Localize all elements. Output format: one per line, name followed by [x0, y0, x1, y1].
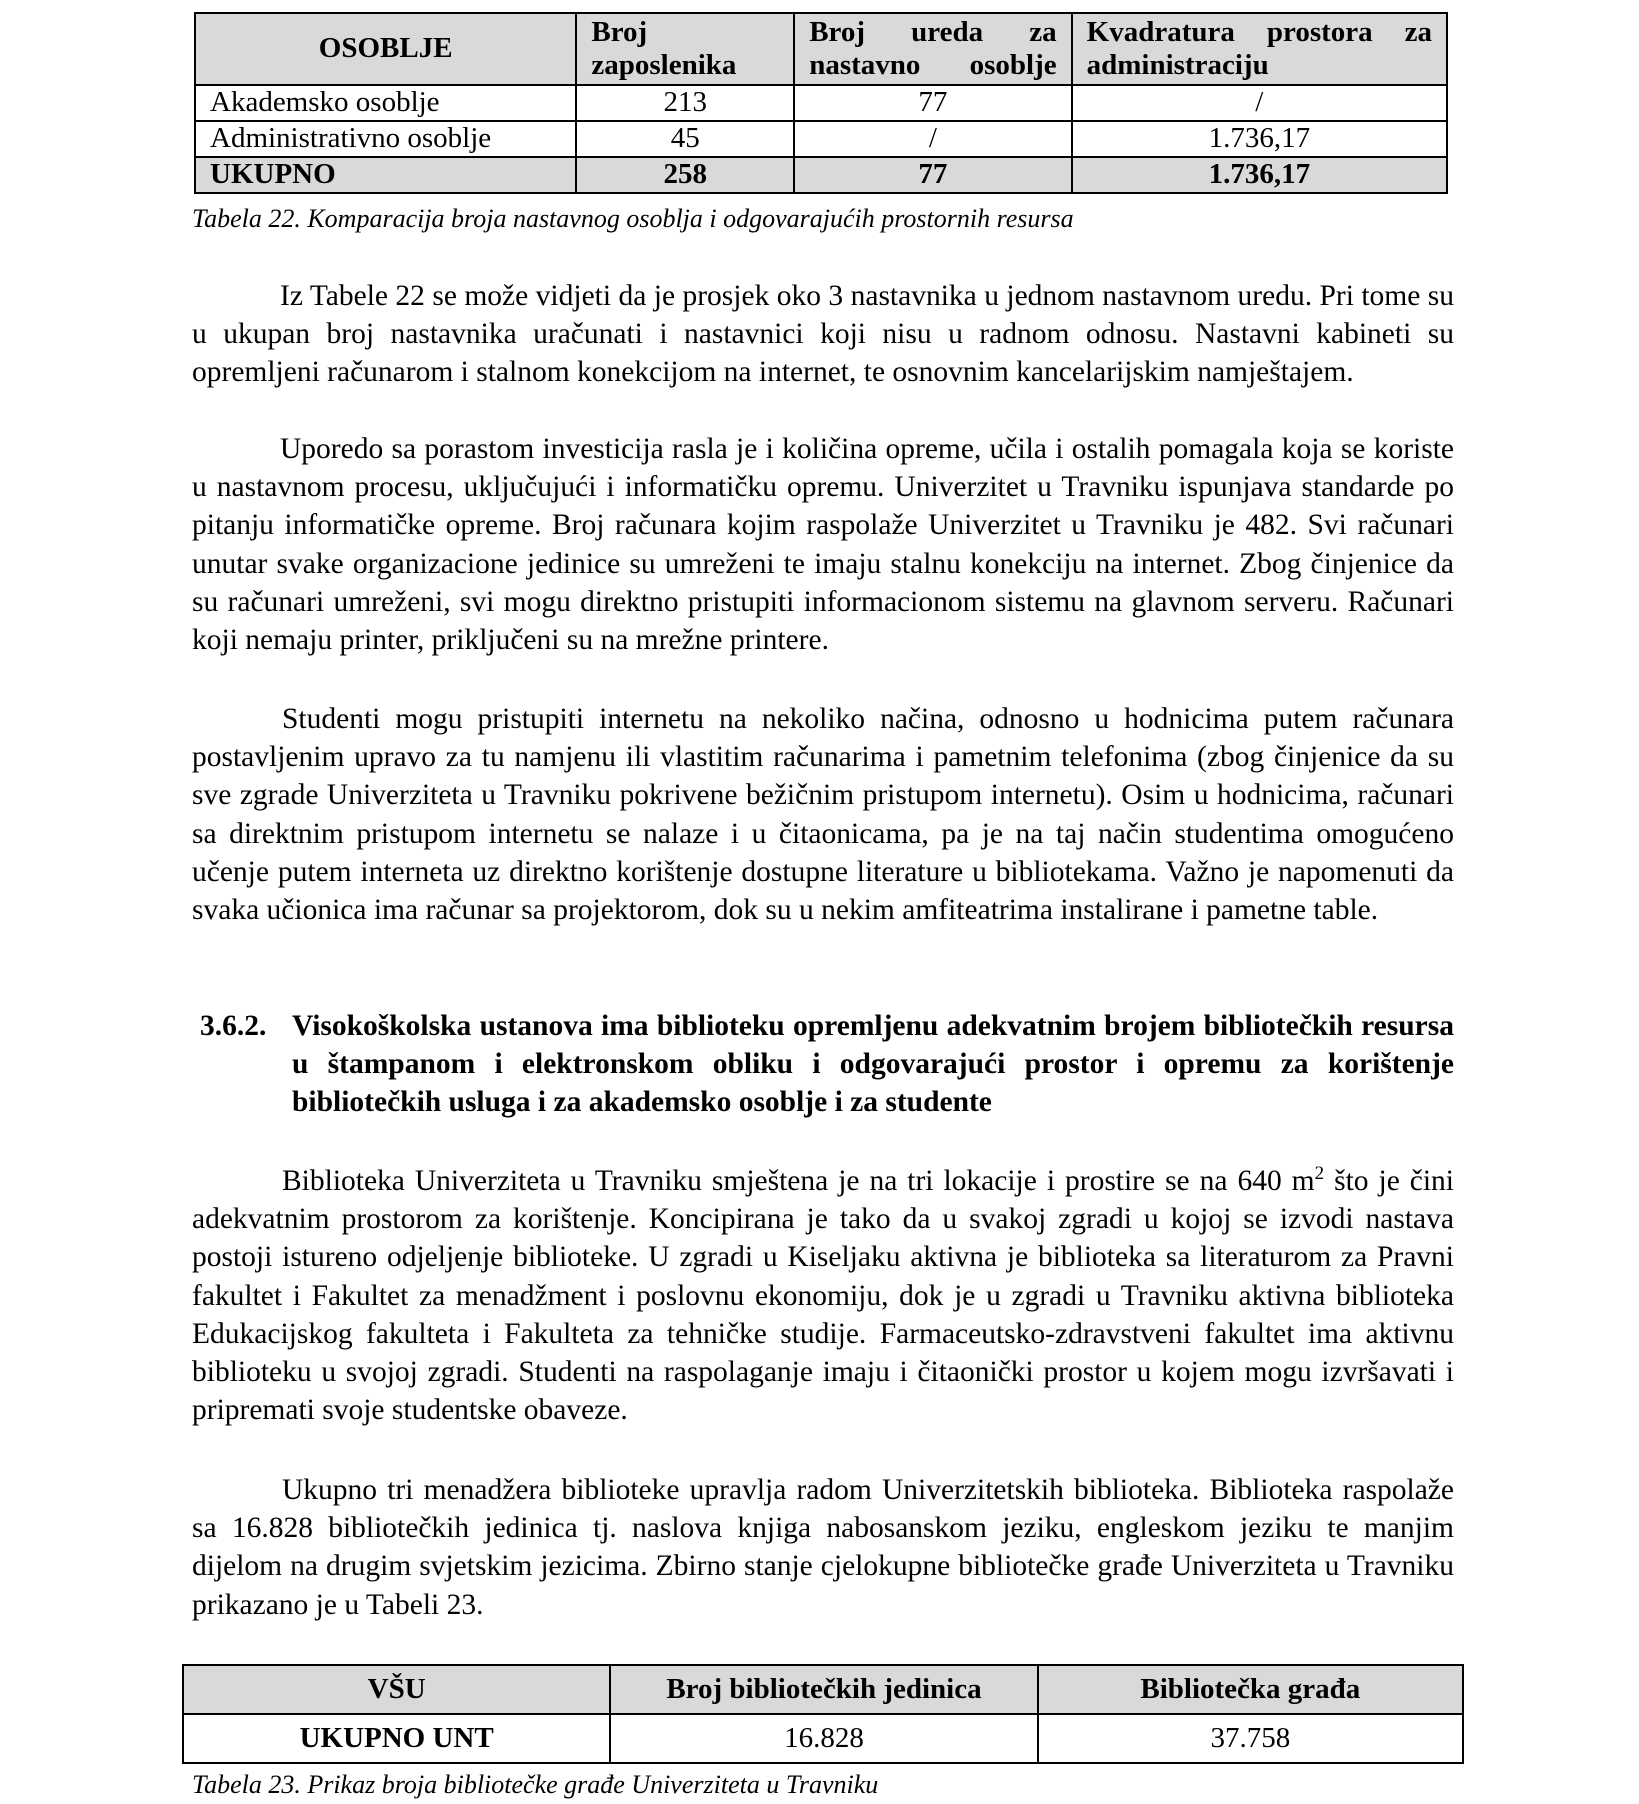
table-cell: 1.736,17 [1072, 121, 1447, 157]
total-label: UKUPNO [195, 157, 576, 193]
header-broj-zaposlenika: Broj zaposlenika [576, 13, 794, 85]
header-kvadratura: Kvadratura prostora za administraciju [1072, 13, 1447, 85]
superscript: 2 [1314, 1163, 1325, 1185]
table-row [183, 1714, 1463, 1763]
paragraph-4 [192, 1162, 1454, 1429]
staff-resources-table [194, 12, 1448, 194]
header-vsu: VŠU [183, 1665, 610, 1714]
section-heading [200, 1007, 1454, 1122]
table-cell: Administrativno osoblje [195, 121, 576, 157]
paragraph-4-main: Biblioteka Univerziteta u Travniku smještena je na tri lokacije i prostire se na 640 m [282, 1165, 1315, 1197]
table-cell: 16.828 [610, 1714, 1037, 1763]
table-cell: / [794, 121, 1071, 157]
header-broj-ureda: Broj ureda za nastavno osoblje [794, 13, 1071, 85]
table-22-caption: Tabela 22. Komparacija broja nastavnog osoblja i odgovarajućih prostornih resursa [192, 204, 1074, 233]
total-cell: 258 [576, 157, 794, 193]
table-total-row [195, 157, 1447, 193]
section-number: 3.6.2. [200, 1010, 267, 1042]
table-row [195, 85, 1447, 121]
paragraph-3: Studenti mogu pristupiti internetu na nekoliko načina, odnosno u hodnicima putem računara postavljenim upravo za tu namjenu ili vlastitim računarima i pametnim telefonima (zbog činjenice da su sve zgrade Univerziteta u Travniku pokrivene bežičnim pristupom internetu). Osim u hodnicima, računari sa direktnim pristupom internetu se nalaze i u čitaonicama, pa je na taj način studentima omogućeno učenje putem interneta uz direktno korištenje dostupne literature u bibliotekama. Važno je napomenuti da svaka učionica ima računar sa projektorom, dok su u nekim amfiteatrima instalirane i pametne table. [192, 703, 1454, 927]
total-cell: 77 [794, 157, 1071, 193]
section-title: Visokoškolska ustanova ima biblioteku opremljenu adekvatnim brojem bibliotečkih resursa u štampanom i elektronskom obliku i odgovarajući prostor i opremu za korištenje bibliotečkih usluga i za akademsko osoblje i za studente [292, 1010, 1454, 1119]
paragraph-4-rest: što je čini adekvatnim prostorom za korištenje. Koncipirana je tako da u svakoj zgradi u kojoj se izvodi nastava postoji istureno odjeljenje biblioteke. U zgradi u Kiseljaku aktivna je biblioteka sa literaturom za Pravni fakultet i Fakultet za menadžment i poslovnu ekonomiju, dok je u zgradi u Travniku aktivna biblioteka Edukacijskog fakulteta i Fakulteta za tehničke studije. Farmaceutsko-zdravstveni fakultet ima aktivnu biblioteku u svojoj zgradi. Studenti na raspolaganje imaju i čitaonički prostor u kojem mogu izvršavati i pripremati svoje studentske obaveze. [192, 1165, 1455, 1427]
table-cell: 37.758 [1038, 1714, 1463, 1763]
table-row [195, 121, 1447, 157]
header-bibliotecka-gradja: Bibliotečka građa [1038, 1665, 1463, 1714]
header-broj-jedinica: Broj bibliotečkih jedinica [610, 1665, 1037, 1714]
total-cell: 1.736,17 [1072, 157, 1447, 193]
table-cell: UKUPNO UNT [183, 1714, 610, 1763]
paragraph-5: Ukupno tri menadžera biblioteke upravlja radom Univerzitetskih biblioteka. Biblioteka raspolaže sa 16.828 bibliotečkih jedinica tj. naslova knjiga nabosanskom jeziku, engleskom jeziku te manjim dijelom na drugim svjetskim jezicima. Zbirno stanje cjelokupne bibliotečke građe Univerziteta u Travniku prikazano je u Tabeli 23. [192, 1474, 1454, 1621]
table-cell: / [1072, 85, 1447, 121]
table-cell: Akademsko osoblje [195, 85, 576, 121]
table-cell: 213 [576, 85, 794, 121]
paragraph-1: Iz Tabele 22 se može vidjeti da je prosjek oko 3 nastavnika u jednom nastavnom uredu. Pri tome su u ukupan broj nastavnika uračunati i nastavnici koji nisu u radnom odnosu. Nastavni kabineti su opremljeni računarom i stalnom konekcijom na internet, te osnovnim kancelarijskim namještajem. [192, 280, 1454, 389]
table-header-row [183, 1665, 1463, 1714]
header-osoblje: OSOBLJE [195, 13, 576, 85]
table-cell: 77 [794, 85, 1071, 121]
paragraph-2: Uporedo sa porastom investicija rasla je i količina opreme, učila i ostalih pomagala koja se koriste u nastavnom procesu, uključujući i informatičku opremu. Univerzitet u Travniku ispunjava standarde po pitanju informatičke opreme. Broj računara kojim raspolaže Univerzitet u Travniku je 482. Svi računari unutar svake organizacione jedinice su umreženi te imaju stalnu konekciju na internet. Zbog činjenice da su računari umreženi, svi mogu direktno pristupiti informacionom sistemu na glavnom serveru. Računari koji nemaju printer, priključeni su na mrežne printere. [192, 433, 1454, 657]
table-23-caption: Tabela 23. Prikaz broja bibliotečke građe Univerziteta u Travniku [192, 1770, 879, 1799]
library-table [182, 1664, 1464, 1764]
table-cell: 45 [576, 121, 794, 157]
table-header-row [195, 13, 1447, 85]
